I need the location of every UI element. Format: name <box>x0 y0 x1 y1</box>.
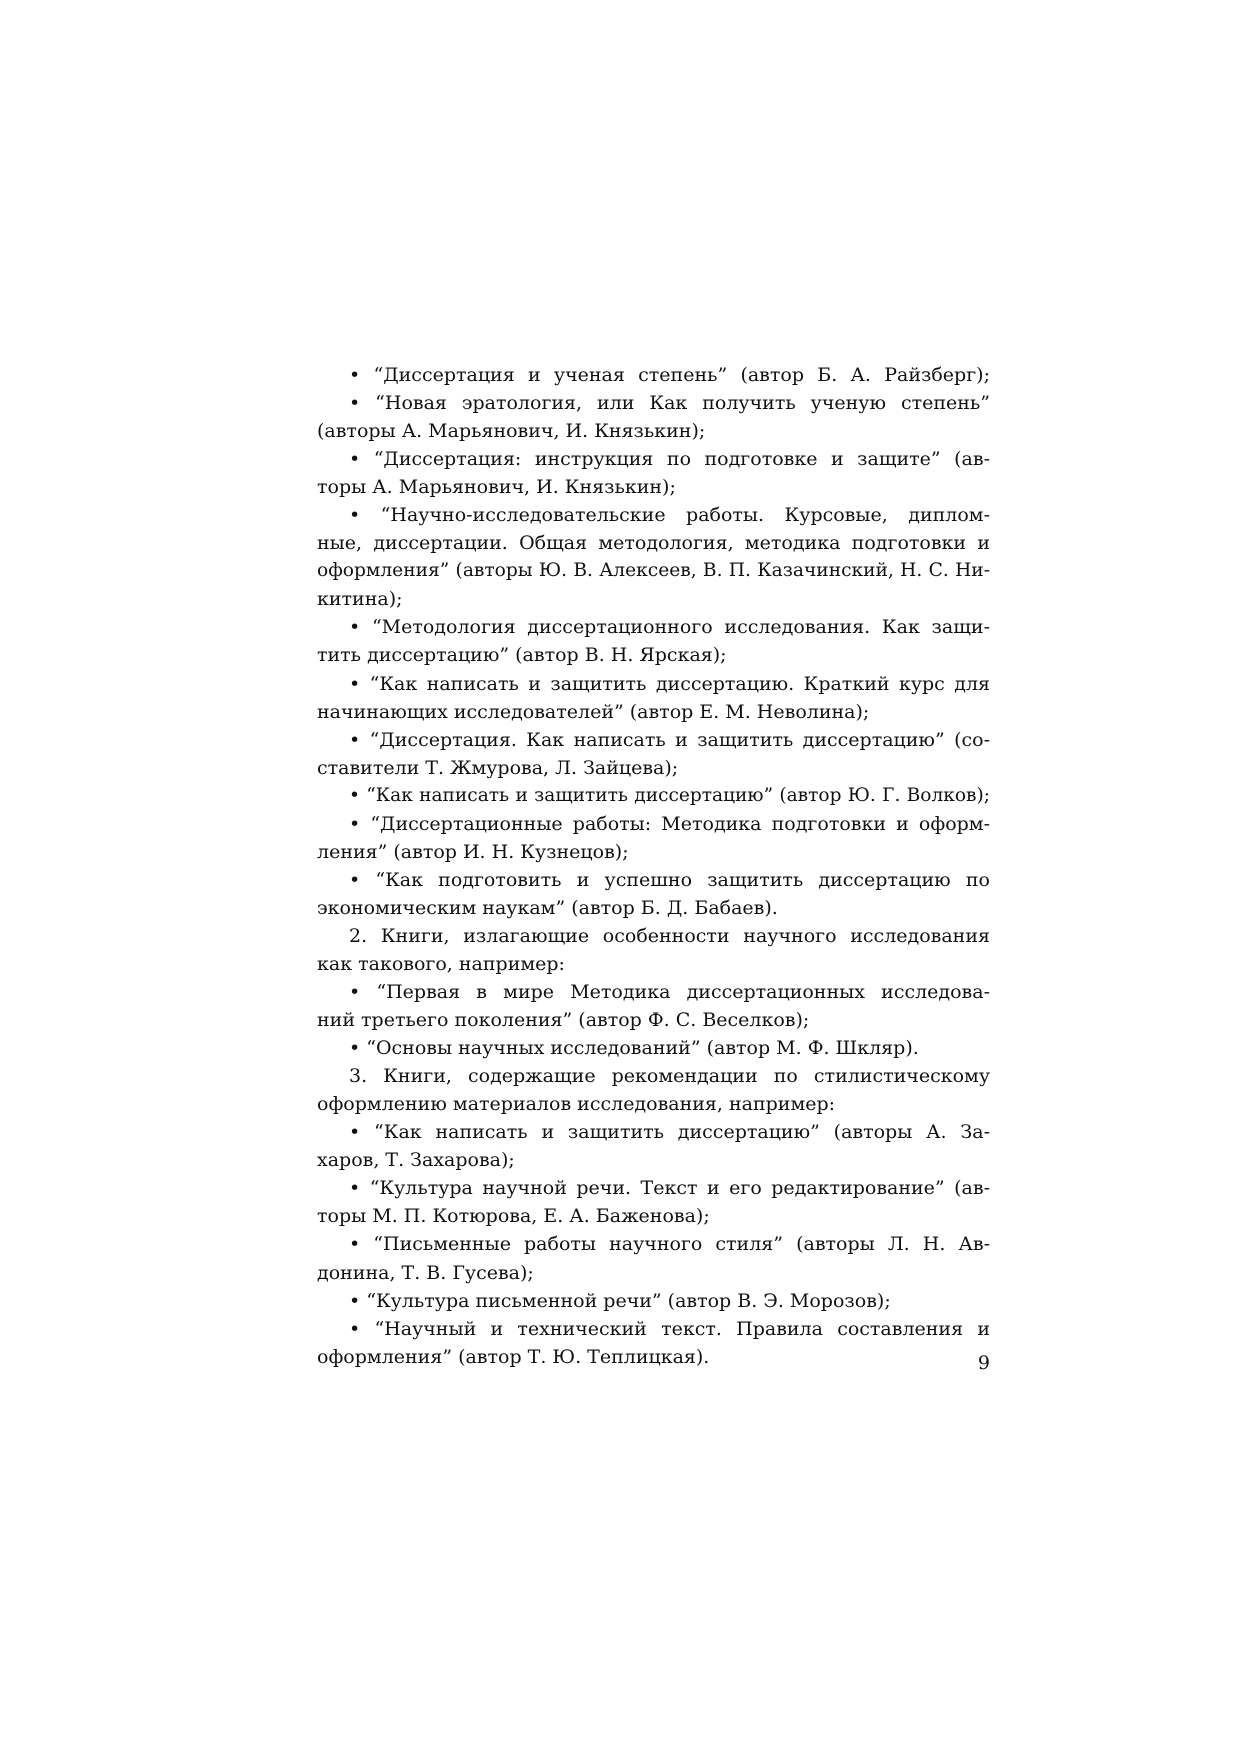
text-line: • “Культура письменной речи” (автор В. Э. Морозов); <box>349 1289 891 1312</box>
text-line: как такового, например: <box>317 952 565 975</box>
page-number: 9 <box>977 1352 990 1374</box>
text-line: • “Научный и технический текст. Правила составления и <box>349 1317 990 1340</box>
text-line: китина); <box>317 588 403 611</box>
text-line: 3. Книги, содержащие рекомендации по стилистическому <box>349 1065 990 1088</box>
text-line: тить диссертацию” (автор В. Н. Ярская); <box>317 644 727 667</box>
text-line: • “Как написать и защитить диссертацию” (автор Ю. Г. Волков); <box>349 784 990 806</box>
text-line: оформлению материалов исследования, например: <box>317 1093 836 1116</box>
text-line: • “Диссертация. Как написать и защитить диссертацию” (со- <box>349 728 990 751</box>
text-line: • “Методология диссертационного исследования. Как защи- <box>349 616 990 639</box>
text-line: • “Диссертация: инструкция по подготовке и защите” (ав- <box>349 448 990 471</box>
text-line: (авторы А. Марьянович, И. Князькин); <box>317 420 706 443</box>
text-line: оформления” (автор Т. Ю. Теплицкая). <box>317 1345 710 1368</box>
text-line: • “Культура научной речи. Текст и его редактирование” (ав- <box>349 1177 990 1200</box>
text-line: • “Диссертация и ученая степень” (автор Б. А. Райзберг); <box>349 364 990 386</box>
text-line: ные, диссертации. Общая методология, методика подготовки и <box>317 532 990 555</box>
text-line: • “Первая в мире Методика диссертационных исследова- <box>349 981 990 1004</box>
text-line: торы М. П. Котюрова, Е. А. Баженова); <box>317 1205 710 1228</box>
text-line: • “Как подготовить и успешно защитить диссертацию по <box>349 868 990 891</box>
text-line: торы А. Марьянович, И. Князькин); <box>317 476 676 499</box>
text-line: ставители Т. Жмурова, Л. Зайцева); <box>317 756 679 779</box>
text-line: ления” (автор И. Н. Кузнецов); <box>317 840 629 863</box>
text-line: донина, Т. В. Гусева); <box>317 1261 534 1284</box>
text-line: • “Как написать и защитить диссертацию. Краткий курс для <box>349 672 990 695</box>
text-line: • “Диссертационные работы: Методика подготовки и оформ- <box>349 812 990 835</box>
text-line: оформления” (авторы Ю. В. Алексеев, В. П. Казачинский, Н. С. Ни- <box>317 560 990 582</box>
text-line: ний третьего поколения” (автор Ф. С. Веселков); <box>317 1009 810 1032</box>
text-line: • “Научно-исследовательские работы. Курсовые, диплом- <box>349 504 990 527</box>
body-text <box>317 361 990 1371</box>
text-line: 2. Книги, излагающие особенности научного исследования <box>349 924 990 947</box>
text-line: • “Письменные работы научного стиля” (авторы Л. Н. Ав- <box>349 1233 990 1256</box>
text-line: • “Основы научных исследований” (автор М. Ф. Шкляр). <box>349 1037 919 1060</box>
text-line: харов, Т. Захарова); <box>317 1149 515 1172</box>
text-line: начинающих исследователей” (автор Е. М. Неволина); <box>317 700 870 723</box>
text-line: экономическим наукам” (автор Б. Д. Бабаев). <box>317 896 778 919</box>
text-line: • “Новая эратология, или Как получить ученую степень” <box>349 392 990 415</box>
text-line: • “Как написать и защитить диссертацию” (авторы А. За- <box>349 1121 990 1144</box>
